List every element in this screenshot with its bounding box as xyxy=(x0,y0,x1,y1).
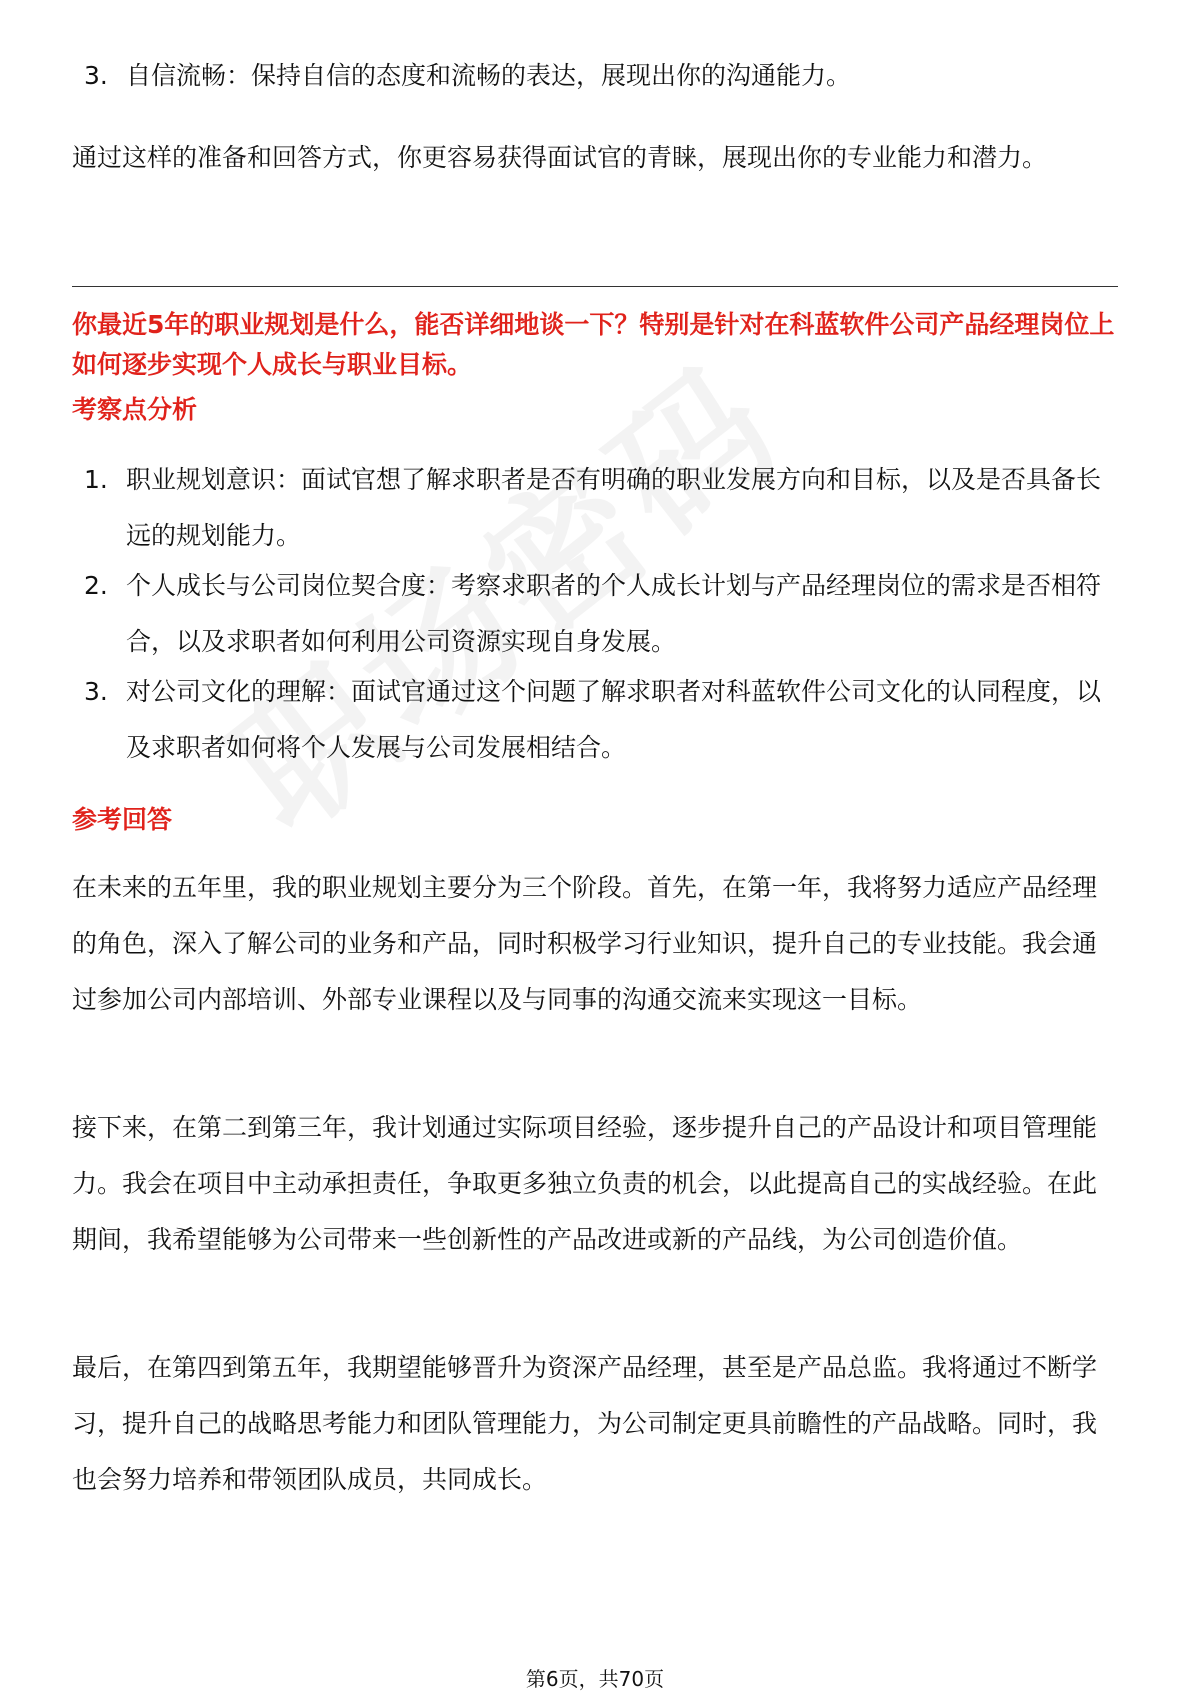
list-text: 个人成长与公司岗位契合度：考察求职者的个人成长计划与产品经理岗位的需求是否相符合，以及求职者如何利用公司资源实现自身发展。 xyxy=(126,571,1102,656)
analysis-heading: 考察点分析 xyxy=(72,395,198,424)
list-number: 2. xyxy=(84,571,108,600)
section-divider xyxy=(72,286,1118,287)
list-text: 职业规划意识：面试官想了解求职者是否有明确的职业发展方向和目标，以及是否具备长远的规划能力。 xyxy=(126,465,1102,550)
summary-paragraph: 通过这样的准备和回答方式，你更容易获得面试官的青睐，展现出你的专业能力和潜力。 xyxy=(72,143,1048,172)
list-number: 3. xyxy=(84,61,108,90)
page-footer: 第6页，共70页 xyxy=(525,1667,665,1691)
list-item xyxy=(84,48,1118,104)
answer-paragraph-block xyxy=(72,1340,1118,1508)
analysis-heading-block xyxy=(72,390,1118,430)
answer-paragraph: 在未来的五年里，我的职业规划主要分为三个阶段。首先，在第一年，我将努力适应产品经理的角色，深入了解公司的业务和产品，同时积极学习行业知识，提升自己的专业技能。我会通过参加公司内部培训、外部专业课程以及与同事的沟通交流来实现这一目标。 xyxy=(72,873,1098,1014)
analysis-item xyxy=(84,452,1118,564)
question-block xyxy=(72,305,1118,385)
list-number: 3. xyxy=(84,677,108,706)
analysis-item xyxy=(84,664,1118,776)
answer-heading-block xyxy=(72,800,1118,840)
interview-question: 你最近5年的职业规划是什么，能否详细地谈一下？特别是针对在科蓝软件公司产品经理岗位上如何逐步实现个人成长与职业目标。 xyxy=(72,310,1115,379)
answer-heading: 参考回答 xyxy=(72,805,173,834)
list-text: 对公司文化的理解：面试官通过这个问题了解求职者对科蓝软件公司文化的认同程度，以及求职者如何将个人发展与公司发展相结合。 xyxy=(126,677,1102,762)
list-number: 1. xyxy=(84,465,108,494)
answer-paragraph: 最后，在第四到第五年，我期望能够晋升为资深产品经理，甚至是产品总监。我将通过不断学习，提升自己的战略思考能力和团队管理能力，为公司制定更具前瞻性的产品战略。同时，我也会努力培养和带领团队成员，共同成长。 xyxy=(72,1353,1098,1494)
answer-paragraph: 接下来，在第二到第三年，我计划通过实际项目经验，逐步提升自己的产品设计和项目管理能力。我会在项目中主动承担责任，争取更多独立负责的机会，以此提高自己的实战经验。在此期间，我希望能够为公司带来一些创新性的产品改进或新的产品线，为公司创造价值。 xyxy=(72,1113,1098,1254)
analysis-item xyxy=(84,558,1118,670)
summary-paragraph-block xyxy=(72,130,1118,186)
list-text: 自信流畅：保持自信的态度和流畅的表达，展现出你的沟通能力。 xyxy=(126,61,852,90)
answer-paragraph-block xyxy=(72,1100,1118,1268)
answer-paragraph-block xyxy=(72,860,1118,1028)
